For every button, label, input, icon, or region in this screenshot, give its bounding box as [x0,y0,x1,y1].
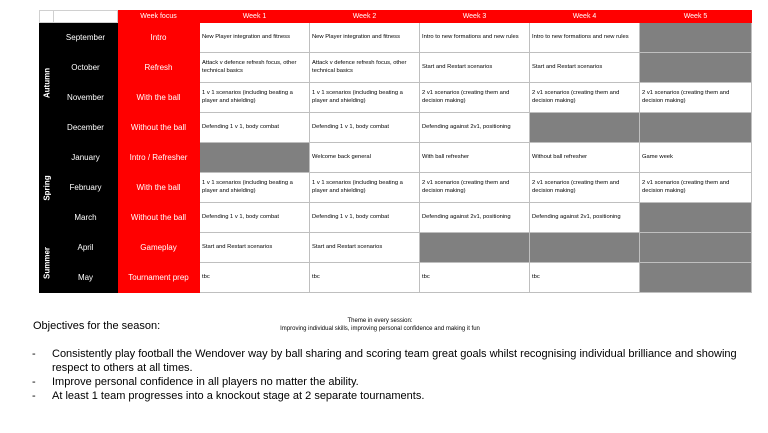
week-focus-cell: Tournament prep [118,263,200,293]
table-row [40,143,752,173]
objective-text: Consistently play football the Wendover way by ball sharing and scoring team great goals whilst recognising individual brilliance and showing respect to others at all times. [52,348,737,374]
season-label-cell [40,23,54,143]
bullet-dash: - [32,390,36,402]
season-label: Summer [42,246,51,279]
theme-text: Improving individual skills, improving personal confidence and making it fun [280,325,480,332]
table-row [40,173,752,203]
week-4-header: Week 4 [530,11,640,23]
week-focus-cell: Without the ball [118,113,200,143]
session-cell: 2 v1 scenarios (creating them and decision making) [420,173,530,203]
table-row [40,23,752,53]
session-cell: Defending against 2v1, positioning [420,113,530,143]
session-cell: New Player integration and fitness [200,23,310,53]
session-cell: Start and Restart scenarios [200,233,310,263]
empty-session-cell [640,113,752,143]
theme-note [230,318,530,334]
bullet-dash: - [32,376,36,388]
week-focus-cell: Intro / Refresher [118,143,200,173]
table-row [40,113,752,143]
empty-session-cell [640,203,752,233]
session-cell: Intro to new formations and new rules [530,23,640,53]
empty-session-cell [640,23,752,53]
week-focus-cell: Intro [118,23,200,53]
objectives-title: Objectives for the season: [33,320,161,332]
week-2-header: Week 2 [310,11,420,23]
empty-session-cell [640,263,752,293]
table-row [40,263,752,293]
bullet-dash: - [32,348,36,360]
table-row [40,203,752,233]
table-row [40,53,752,83]
month-cell: April [54,233,118,263]
session-cell: Attack v defence refresh focus, other technical basics [200,53,310,83]
session-cell: Attack v defence refresh focus, other technical basics [310,53,420,83]
session-cell: tbc [420,263,530,293]
objective-item [30,389,760,403]
month-cell: December [54,113,118,143]
week-3-header: Week 3 [420,11,530,23]
session-cell: Defending 1 v 1, body combat [200,113,310,143]
session-cell: Start and Restart scenarios [530,53,640,83]
objective-item [30,375,760,389]
objectives-list [30,347,760,403]
objective-item [30,347,760,375]
empty-session-cell [530,233,640,263]
session-cell: Defending 1 v 1, body combat [200,203,310,233]
week-focus-cell: Refresh [118,53,200,83]
month-cell: November [54,83,118,113]
season-plan-table [39,10,752,293]
session-cell: Defending against 2v1, positioning [420,203,530,233]
empty-session-cell [420,233,530,263]
week-focus-cell: With the ball [118,173,200,203]
session-cell: 1 v 1 scenarios (including beating a player and shielding) [200,83,310,113]
corner-cell [40,11,54,23]
month-cell: September [54,23,118,53]
session-cell: 1 v 1 scenarios (including beating a player and shielding) [200,173,310,203]
empty-session-cell [200,143,310,173]
session-cell: Start and Restart scenarios [420,53,530,83]
objective-text: Improve personal confidence in all players no matter the ability. [52,376,359,388]
month-header-cell [54,11,118,23]
week-5-header: Week 5 [640,11,752,23]
month-cell: March [54,203,118,233]
empty-session-cell [640,53,752,83]
month-cell: May [54,263,118,293]
session-cell: 1 v 1 scenarios (including beating a player and shielding) [310,83,420,113]
session-cell: Game week [640,143,752,173]
table-row [40,233,752,263]
week-focus-cell: Without the ball [118,203,200,233]
table-row [40,83,752,113]
month-cell: October [54,53,118,83]
season-label: Autumn [42,67,51,98]
empty-session-cell [530,113,640,143]
theme-heading: Theme in every session: [347,318,413,324]
session-cell: 2 v1 scenarios (creating them and decision making) [640,83,752,113]
session-cell: 2 v1 scenarios (creating them and decision making) [640,173,752,203]
session-cell: Without ball refresher [530,143,640,173]
season-label-cell [40,143,54,233]
season-label: Spring [42,174,51,201]
session-cell: 2 v1 scenarios (creating them and decision making) [530,173,640,203]
session-cell: tbc [530,263,640,293]
session-cell: Defending 1 v 1, body combat [310,203,420,233]
month-cell: January [54,143,118,173]
session-cell: 1 v 1 scenarios (including beating a player and shielding) [310,173,420,203]
session-cell: tbc [310,263,420,293]
session-cell: New Player integration and fitness [310,23,420,53]
week-focus-header: Week focus [118,11,200,23]
session-cell: 2 v1 scenarios (creating them and decision making) [420,83,530,113]
session-cell: Welcome back general [310,143,420,173]
session-cell: tbc [200,263,310,293]
empty-session-cell [640,233,752,263]
objective-text: At least 1 team progresses into a knockout stage at 2 separate tournaments. [52,390,425,402]
session-cell: 2 v1 scenarios (creating them and decision making) [530,83,640,113]
week-1-header: Week 1 [200,11,310,23]
week-focus-cell: With the ball [118,83,200,113]
session-cell: Defending 1 v 1, body combat [310,113,420,143]
header-row [40,11,752,23]
session-cell: Start and Restart scenarios [310,233,420,263]
session-cell: With ball refresher [420,143,530,173]
month-cell: February [54,173,118,203]
session-cell: Defending against 2v1, positioning [530,203,640,233]
week-focus-cell: Gameplay [118,233,200,263]
session-cell: Intro to new formations and new rules [420,23,530,53]
season-label-cell [40,233,54,293]
